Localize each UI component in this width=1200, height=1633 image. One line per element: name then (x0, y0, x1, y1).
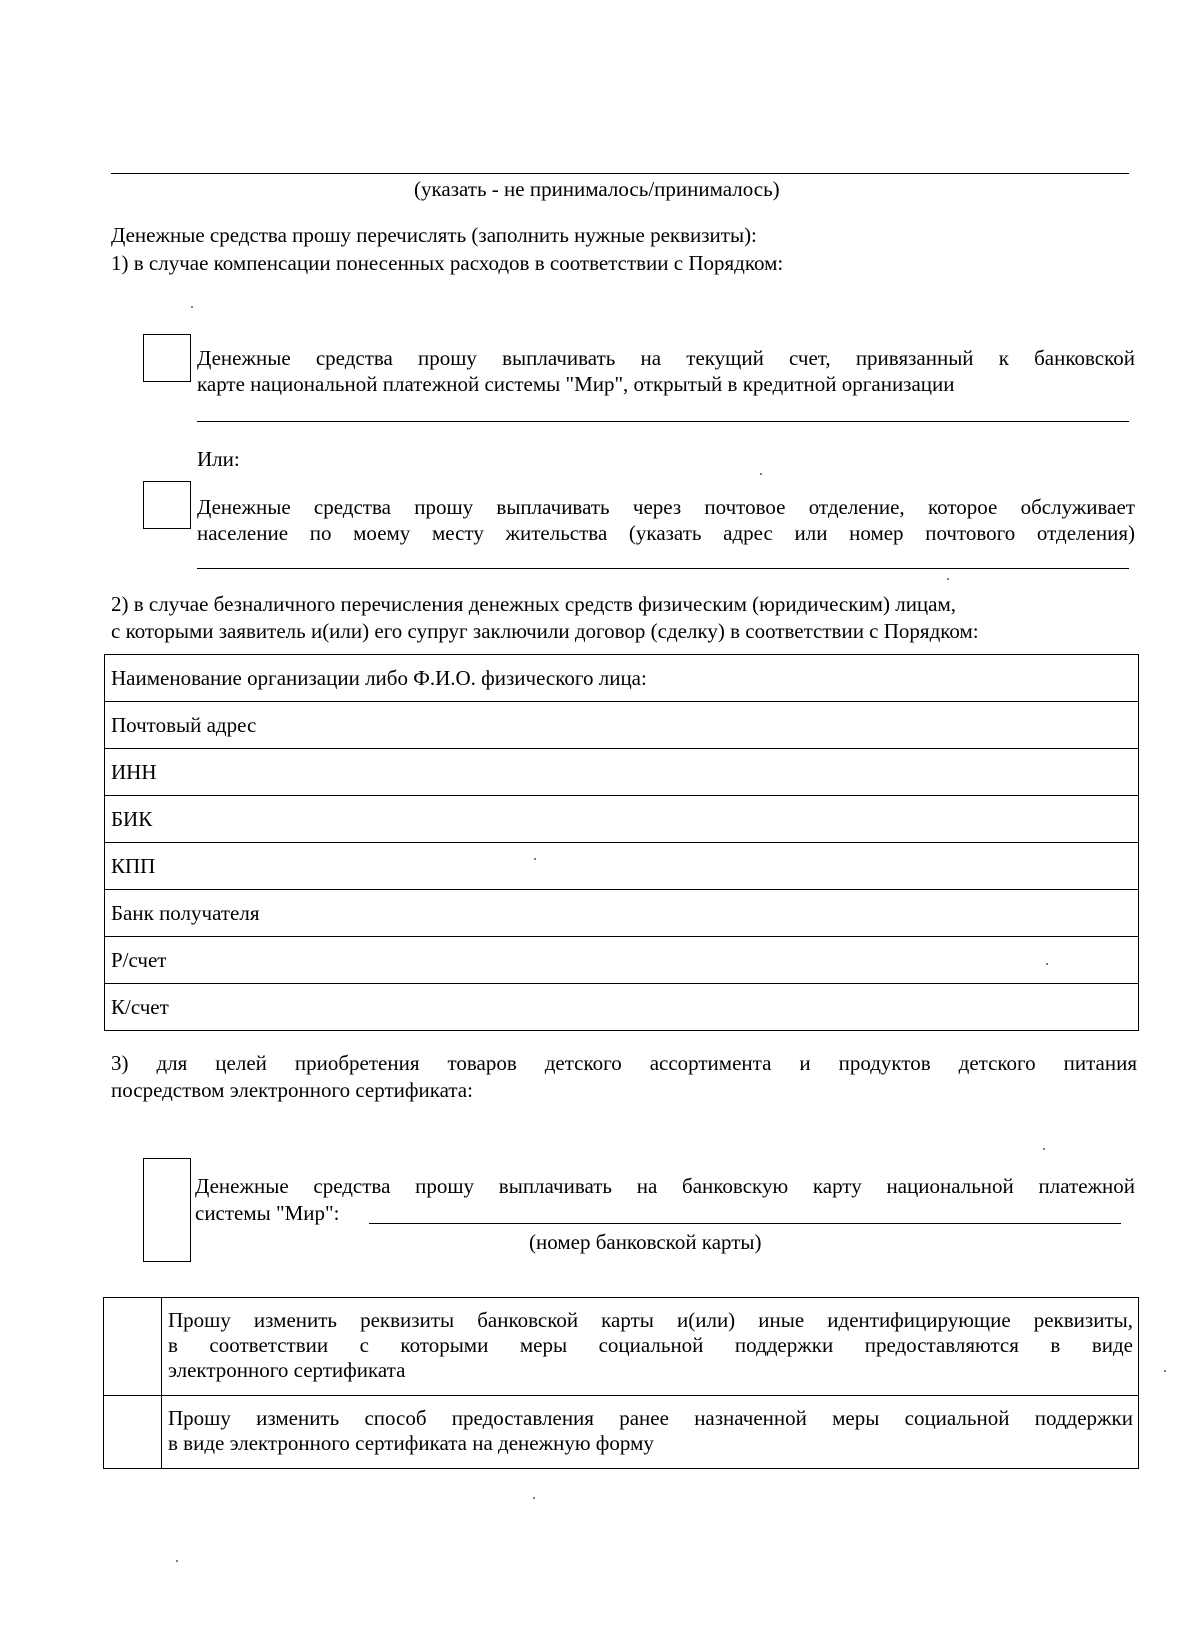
post-office-checkbox[interactable] (143, 481, 191, 529)
requisite-correspondent-account: К/счет (105, 984, 1139, 1031)
change-requisites-line-2: в соответствии с которыми меры социальной поддержки предоставляются в виде (168, 1333, 1133, 1357)
recipient-requisites-table (104, 654, 1139, 1031)
intro-line-1: Денежные средства прошу перечислять (заполнить нужные реквизиты): (111, 223, 757, 247)
requisite-postal-address: Почтовый адрес (105, 702, 1139, 749)
post-office-text-line-2: население по моему месту жительства (указать адрес или номер почтового отделения) (197, 521, 1135, 545)
table-row[interactable] (105, 796, 1139, 843)
scan-speck (1164, 1370, 1166, 1372)
requisite-kpp: КПП (105, 843, 1139, 890)
section-2-line-2: с которыми заявитель и(или) его супруг заключили договор (сделку) в соответствии с Порядком: (111, 619, 979, 643)
change-requests-table (103, 1297, 1139, 1469)
card-account-text-line-1: Денежные средства прошу выплачивать на текущий счет, привязанный к банковской (197, 346, 1135, 370)
requisite-inn: ИНН (105, 749, 1139, 796)
section-2-line-1: 2) в случае безналичного перечисления денежных средств физическим (юридическим) лицам, (111, 592, 957, 616)
table-row[interactable] (105, 843, 1139, 890)
mir-card-text-line-1: Денежные средства прошу выплачивать на банковскую карту национальной платежной (195, 1174, 1135, 1198)
scan-speck (534, 858, 536, 860)
table-row[interactable] (104, 1298, 1139, 1396)
intro-line-2: 1) в случае компенсации понесенных расходов в соответствии с Порядком: (111, 251, 784, 275)
post-office-address-blank-line[interactable] (197, 568, 1129, 569)
change-method-checkbox[interactable] (104, 1396, 162, 1469)
scan-speck (760, 473, 762, 475)
table-row[interactable] (104, 1396, 1139, 1469)
change-method-line-1: Прошу изменить способ предоставления ранее назначенной меры социальной поддержки (168, 1406, 1133, 1430)
decision-blank-line[interactable] (111, 173, 1129, 174)
scan-speck (533, 1497, 535, 1499)
or-label: Или: (197, 447, 240, 471)
card-number-blank-line[interactable] (369, 1223, 1121, 1224)
requisite-bik: БИК (105, 796, 1139, 843)
change-requisites-line-1: Прошу изменить реквизиты банковской карты и(или) иные идентифицирующие реквизиты, (168, 1308, 1133, 1332)
scan-speck (191, 306, 193, 308)
scan-speck (1046, 963, 1048, 965)
scan-speck (176, 1560, 178, 1562)
change-requisites-line-3: электронного сертификата (168, 1358, 406, 1382)
card-account-text-line-2: карте национальной платежной системы "Мир", открытый в кредитной организации (197, 372, 955, 396)
mir-card-checkbox[interactable] (143, 1158, 191, 1262)
table-row[interactable] (105, 702, 1139, 749)
table-row[interactable] (105, 890, 1139, 937)
requisite-org-name: Наименование организации либо Ф.И.О. физического лица: (105, 655, 1139, 702)
credit-organization-blank-line[interactable] (197, 421, 1129, 422)
scan-speck (947, 578, 949, 580)
change-method-text (162, 1396, 1139, 1469)
decision-caption: (указать - не принималось/принималось) (414, 177, 780, 201)
table-row[interactable] (105, 984, 1139, 1031)
scan-speck (1043, 1148, 1045, 1150)
requisite-recipient-bank: Банк получателя (105, 890, 1139, 937)
table-row[interactable] (105, 655, 1139, 702)
card-account-checkbox[interactable] (143, 334, 191, 382)
requisite-settlement-account: Р/счет (105, 937, 1139, 984)
card-number-caption: (номер банковской карты) (529, 1230, 762, 1254)
mir-card-text-line-2: системы "Мир": (195, 1201, 340, 1225)
section-3-line-1: 3) для целей приобретения товаров детского ассортимента и продуктов детского питания (111, 1051, 1137, 1075)
change-requisites-checkbox[interactable] (104, 1298, 162, 1396)
table-row[interactable] (105, 937, 1139, 984)
table-row[interactable] (105, 749, 1139, 796)
section-3-line-2: посредством электронного сертификата: (111, 1078, 473, 1102)
post-office-text-line-1: Денежные средства прошу выплачивать через почтовое отделение, которое обслуживает (197, 495, 1135, 519)
change-method-line-2: в виде электронного сертификата на денежную форму (168, 1431, 654, 1455)
change-requisites-text (162, 1298, 1139, 1396)
